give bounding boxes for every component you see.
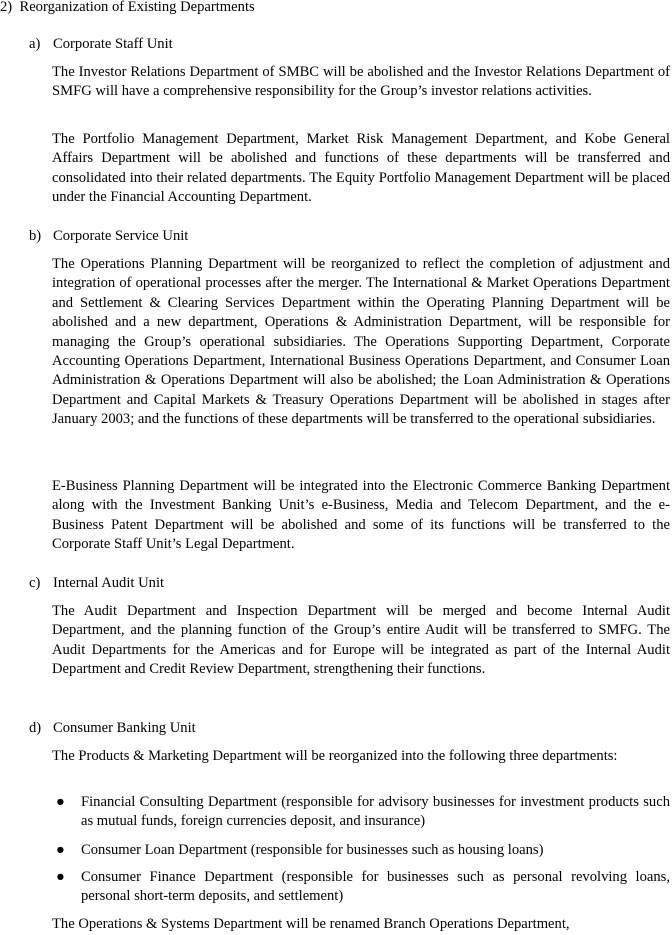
bullet-icon: ● (56, 842, 65, 858)
list-item-text: Financial Consulting Department (responsible for advisory businesses for investment products such as mutual funds, foreign currencies deposit, and insurance) (81, 794, 670, 830)
unit-label: a) (29, 36, 41, 52)
unit-title: Corporate Staff Unit (53, 36, 173, 52)
list-item-text: Consumer Finance Department (responsible for businesses such as personal revolving loans, personal short-term deposits, and settlement) (81, 869, 670, 905)
bullet-icon: ● (56, 869, 65, 885)
unit-heading-corporate-staff (29, 35, 173, 54)
paragraph: The Audit Department and Inspection Department will be merged and become Internal Audit Department, and the planning function of the Group’s entire Audit will be transferred to SMFG. The Audit Departments for the Americas and for Europe will be integrated as part of the Internal Audit Department and Credit Review Department, strengthening their functions. (52, 603, 670, 678)
unit-label: c) (29, 575, 41, 591)
section-number: 2) (0, 0, 13, 15)
unit-heading-corporate-service (29, 227, 188, 246)
paragraph: E-Business Planning Department will be integrated into the Electronic Commerce Banking Department along with the Investment Banking Unit’s e-Business, Media and Telecom Department, and the e-Business Patent Department will be abolished and some of its functions will be transferred to the Corporate Staff Unit’s Legal Department. (52, 478, 670, 553)
list-item (56, 868, 670, 907)
unit-label: d) (29, 720, 42, 736)
unit-heading-consumer-banking (29, 719, 196, 738)
paragraph: The Products & Marketing Department will be reorganized into the following three departments: (52, 748, 618, 764)
unit-label: b) (29, 228, 42, 244)
section-heading (0, 0, 255, 17)
list-item-text: Consumer Loan Department (responsible for businesses such as housing loans) (81, 842, 544, 858)
unit-title: Consumer Banking Unit (53, 720, 196, 736)
unit-title: Internal Audit Unit (53, 575, 165, 591)
paragraph: The Operations & Systems Department will be renamed Branch Operations Department, (52, 916, 570, 932)
list-item (56, 793, 670, 832)
paragraph: The Operations Planning Department will be reorganized to reflect the completion of adjustment and integration of operational processes after the merger. The International & Market Operations Department and Settlement & Clearing Services Department within the Operating Planning Department will be abolished and a new department, Operations & Administration Department, will be responsible for managing the Group’s operational subsidiaries. The Operations Supporting Department, Corporate Accounting Operations Department, International Business Operations Department, and Consumer Loan Administration & Operations Department will also be abolished; the Loan Administration & Operations Department and Capital Markets & Treasury Operations Department will be abolished in stages after January 2003; and the functions of these departments will be transferred to the operational subsidiaries. (52, 256, 670, 428)
unit-title: Corporate Service Unit (53, 228, 189, 244)
bullet-icon: ● (56, 794, 65, 810)
section-title: Reorganization of Existing Departments (19, 0, 255, 15)
unit-heading-internal-audit (29, 574, 164, 593)
paragraph: The Investor Relations Department of SMBC will be abolished and the Investor Relations Department of SMFG will have a comprehensive responsibility for the Group’s investor relations activities. (52, 64, 670, 100)
list-item (56, 841, 670, 860)
paragraph: The Portfolio Management Department, Market Risk Management Department, and Kobe General Affairs Department will be abolished and functions of these departments will be transferred and consolidated into their related departments. The Equity Portfolio Management Department will be placed under the Financial Accounting Department. (52, 131, 670, 206)
